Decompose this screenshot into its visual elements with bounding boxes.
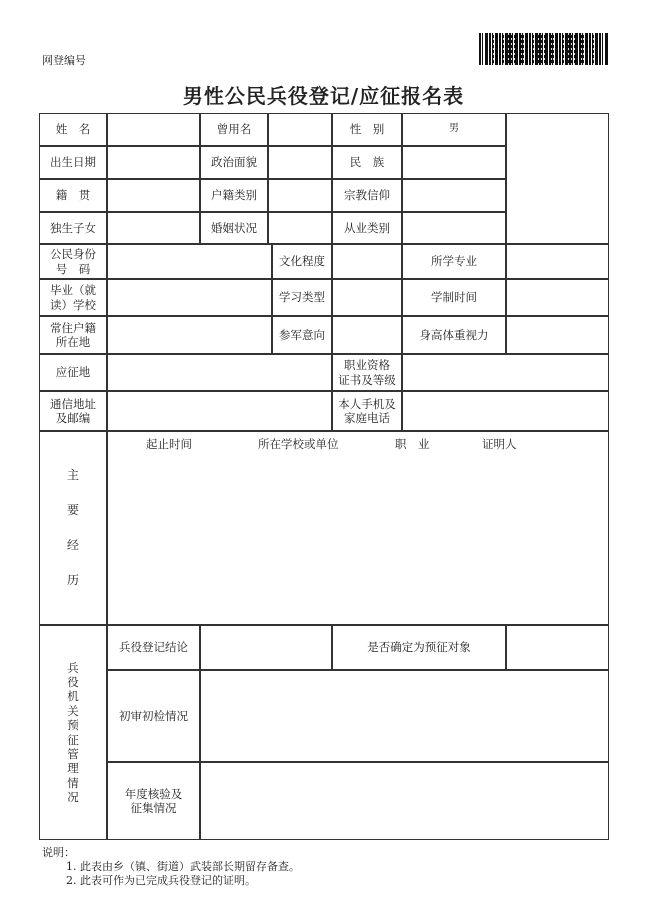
label-physique: 身高体重视力 [402,316,506,354]
label-name: 姓 名 [39,113,107,146]
input-major[interactable] [506,244,609,279]
registration-form [40,114,610,841]
label-major: 所学专业 [402,244,506,279]
label-registration-conclusion: 兵役登记结论 [107,625,200,670]
barcode-icon [479,33,609,65]
label-hukou-type: 户籍类别 [200,179,268,212]
input-political[interactable] [268,146,332,179]
label-certificate: 职业资格 证书及等级 [332,354,402,391]
label-only-child: 独生子女 [39,212,107,244]
photo-cell [506,113,609,244]
label-enlist-place: 应征地 [39,354,107,391]
label-ethnicity: 民 族 [332,146,402,179]
input-ethnicity[interactable] [402,146,506,179]
input-residence[interactable] [107,316,272,354]
label-address: 通信地址 及邮编 [39,391,107,431]
input-former-name[interactable] [268,113,332,146]
label-religion: 宗教信仰 [332,179,402,212]
label-former-name: 曾用名 [200,113,268,146]
label-initial-check: 初审初检情况 [107,670,200,762]
label-military-management: 兵 役 机 关 预 征 管 理 情 况 [39,625,107,840]
label-main-experience: 主 要 经 历 [39,431,107,625]
label-birth-date: 出生日期 [39,146,107,179]
label-occupation-type: 从业类别 [332,212,402,244]
experience-header-period: 起止时间 [146,437,192,451]
value-gender[interactable]: 男 [402,113,506,146]
label-willingness: 参军意向 [272,316,332,354]
label-phone: 本人手机及 家庭电话 [332,391,402,431]
label-gender: 性 别 [332,113,402,146]
input-enlist-place[interactable] [107,354,332,391]
label-native-place: 籍 贯 [39,179,107,212]
note-item: 2. 此表可作为已完成兵役登记的证明。 [66,874,256,887]
input-willingness[interactable] [332,316,402,354]
input-study-type[interactable] [332,279,402,316]
label-duration: 学制时间 [402,279,506,316]
input-school[interactable] [107,279,272,316]
experience-area[interactable] [107,431,609,625]
input-annual-verification[interactable] [200,762,609,840]
input-only-child[interactable] [107,212,200,244]
label-study-type: 学习类型 [272,279,332,316]
input-religion[interactable] [402,179,506,212]
input-certificate[interactable] [402,354,609,391]
input-phone[interactable] [402,391,609,431]
input-marital[interactable] [268,212,332,244]
input-registration-conclusion[interactable] [200,625,332,670]
label-annual-verification: 年度核验及 征集情况 [107,762,200,840]
input-name[interactable] [107,113,200,146]
label-id-number: 公民身份 号 码 [39,244,107,279]
input-id-number[interactable] [107,244,272,279]
notes-heading: 说明： [42,846,75,859]
input-occupation-type[interactable] [402,212,506,244]
input-hukou-type[interactable] [268,179,332,212]
label-residence: 常住户籍 所在地 [39,316,107,354]
label-political: 政治面貌 [200,146,268,179]
input-pre-conscription-target[interactable] [506,625,609,670]
form-title: 男性公民兵役登记/应征报名表 [182,84,465,108]
input-native-place[interactable] [107,179,200,212]
input-address[interactable] [107,391,332,431]
label-education: 文化程度 [272,244,332,279]
input-education[interactable] [332,244,402,279]
input-duration[interactable] [506,279,609,316]
input-initial-check[interactable] [200,670,609,762]
label-pre-conscription-target: 是否确定为预征对象 [332,625,506,670]
input-physique[interactable] [506,316,609,354]
notes [42,846,300,888]
note-item: 1. 此表由乡（镇、街道）武装部长期留存备查。 [66,860,300,873]
experience-header-witness: 证明人 [482,437,517,451]
experience-header-unit: 所在学校或单位 [258,437,339,451]
label-marital: 婚姻状况 [200,212,268,244]
experience-header-occupation: 职 业 [395,437,430,451]
label-school: 毕业（就 读）学校 [39,279,107,316]
registration-number-label: 网登编号 [42,54,86,67]
input-birth-date[interactable] [107,146,200,179]
